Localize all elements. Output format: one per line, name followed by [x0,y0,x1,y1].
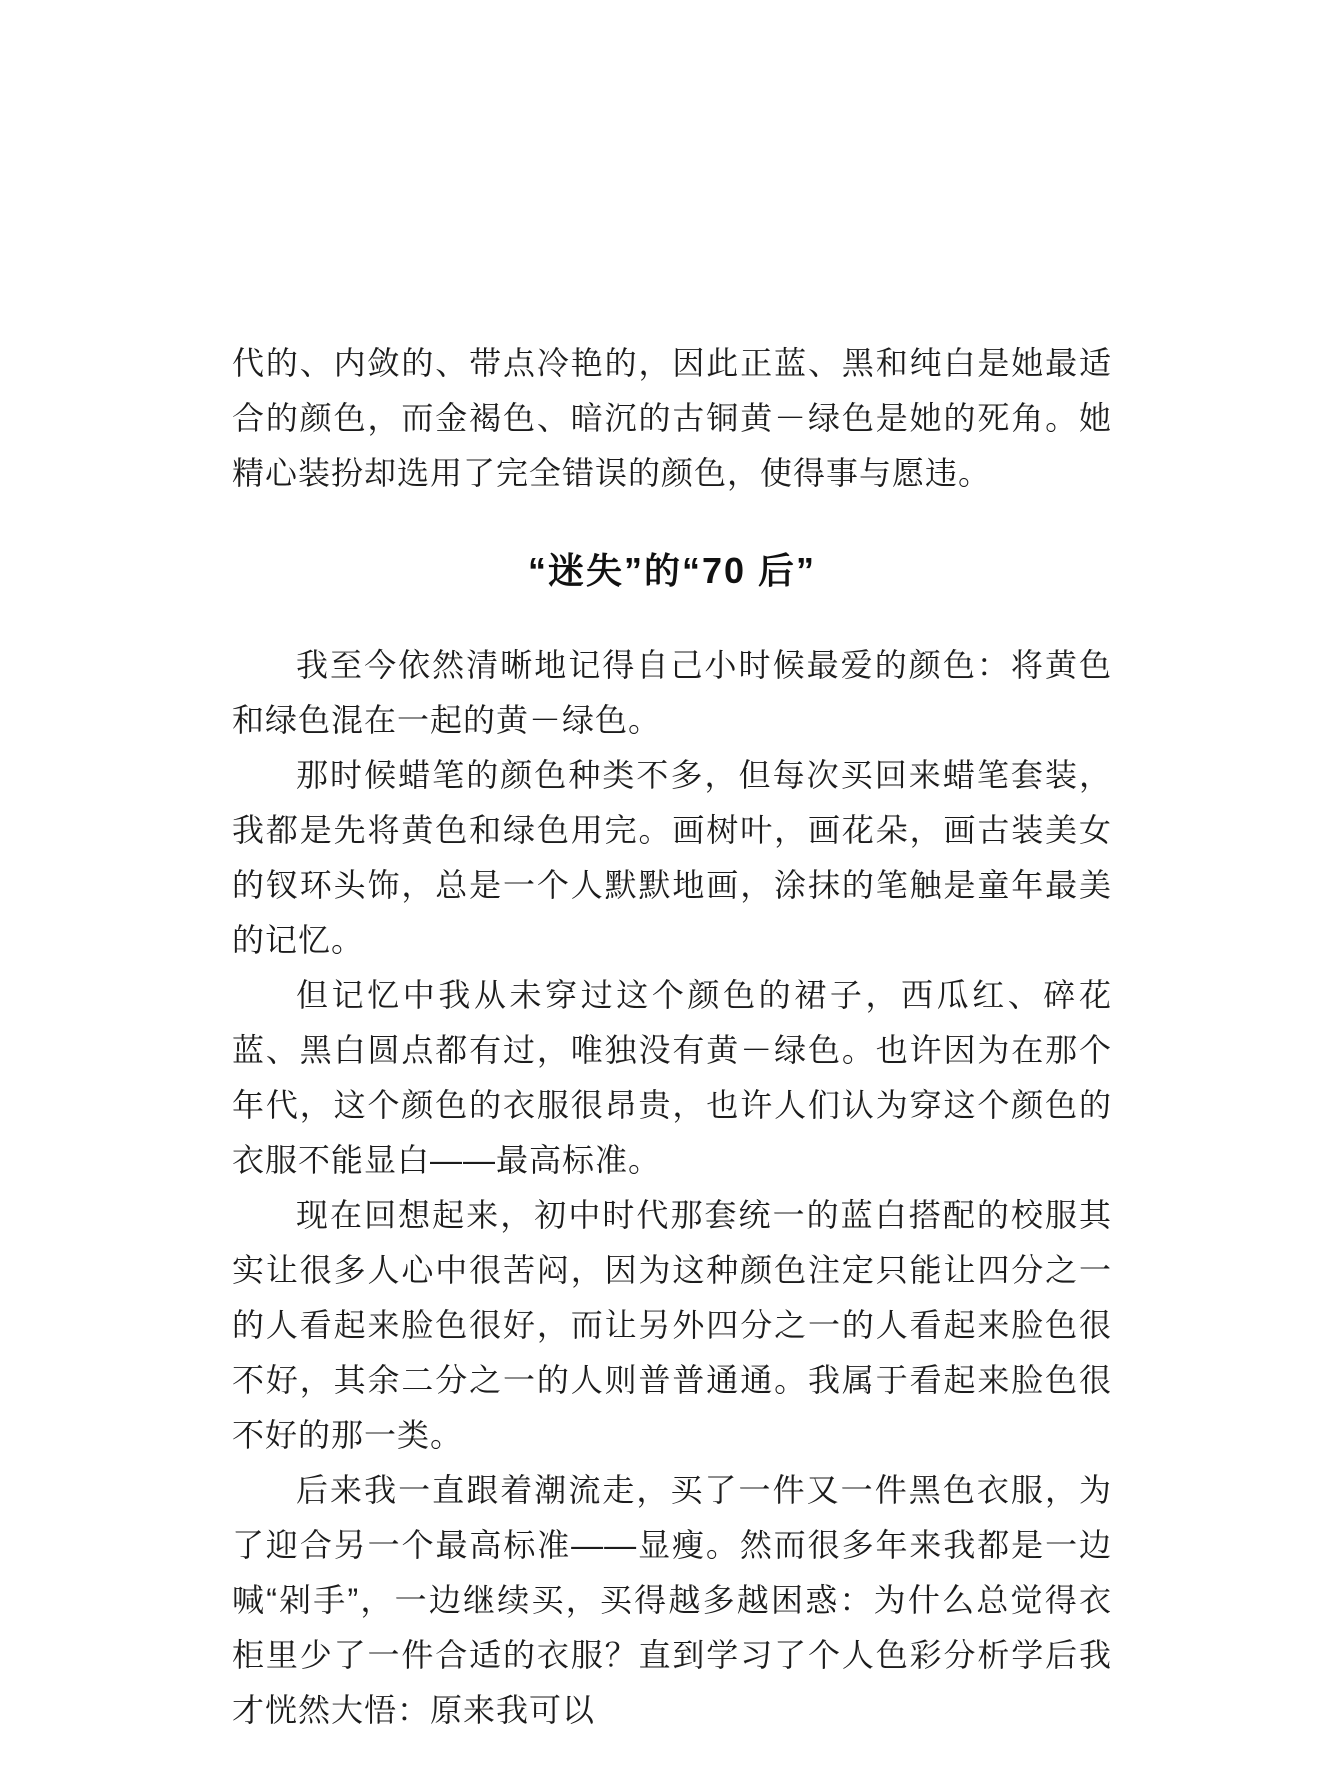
paragraph-crayons: 那时候蜡笔的颜色种类不多，但每次买回来蜡笔套装，我都是先将黄色和绿色用完。画树叶，画花朵，画古装美女的钗环头饰，总是一个人默默地画，涂抹的笔触是童年最美的记忆。 [232,757,1112,958]
text-block [232,336,1112,1738]
paragraph-never-wore: 但记忆中我从未穿过这个颜色的裙子，西瓜红、碎花蓝、黑白圆点都有过，唯独没有黄－绿色。也许因为在那个年代，这个颜色的衣服很昂贵，也许人们认为穿这个颜色的衣服不能显白——最高标准。 [232,977,1112,1178]
paragraph-childhood-color: 我至今依然清晰地记得自己小时候最爱的颜色：将黄色和绿色混在一起的黄－绿色。 [232,647,1112,738]
continuation-paragraph: 代的、内敛的、带点冷艳的，因此正蓝、黑和纯白是她最适合的颜色，而金褐色、暗沉的古铜黄－绿色是她的死角。她精心装扮却选用了完全错误的颜色，使得事与愿违。 [232,345,1112,491]
paragraph-black-clothes: 后来我一直跟着潮流走，买了一件又一件黑色衣服，为了迎合另一个最高标准——显瘦。然而很多年来我都是一边喊“剁手”，一边继续买，买得越多越困惑：为什么总觉得衣柜里少了一件合适的衣服？直到学习了个人色彩分析学后我才恍然大悟：原来我可以 [232,1472,1112,1728]
paragraph-school-uniform: 现在回想起来，初中时代那套统一的蓝白搭配的校服其实让很多人心中很苦闷，因为这种颜色注定只能让四分之一的人看起来脸色很好，而让另外四分之一的人看起来脸色很不好，其余二分之一的人则普普通通。我属于看起来脸色很不好的那一类。 [232,1197,1112,1453]
section-heading: “迷失”的“70 后” [527,550,817,591]
